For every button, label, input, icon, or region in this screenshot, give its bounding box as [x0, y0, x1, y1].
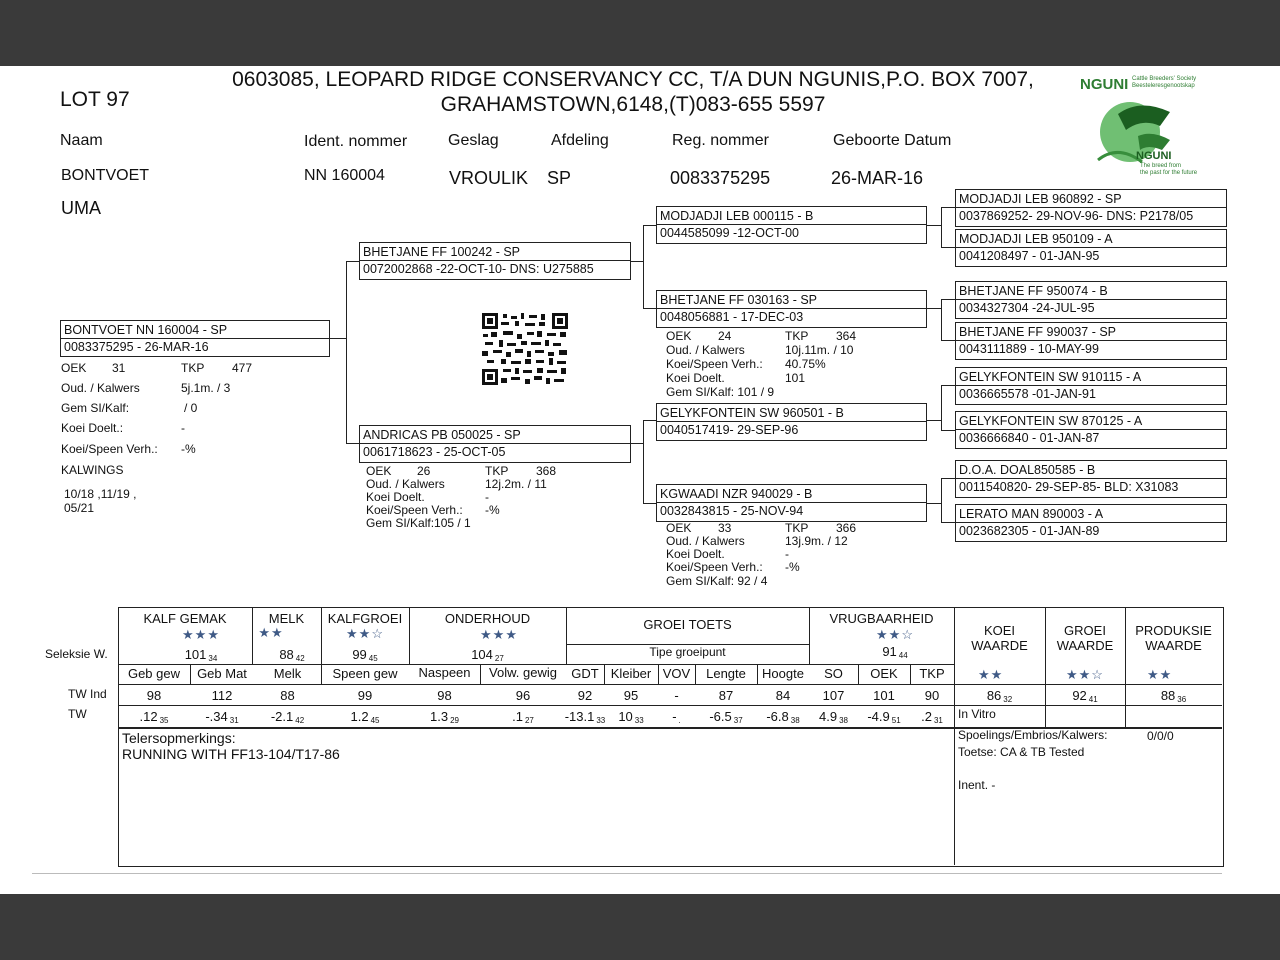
label-ident: Ident. nommer	[304, 133, 408, 150]
stars-melk: ★★	[258, 625, 284, 640]
seleksie-vrugbaarheid: 91 $_{44}$	[882, 644, 908, 660]
twind-melk: 88	[280, 688, 295, 703]
dam-gem: Gem SI/Kalf:105 / 1	[366, 516, 471, 530]
waarde-koei: 86 $_{32}$	[986, 688, 1013, 704]
sd-tkp-label: TKP	[785, 329, 809, 343]
ggp-box-7: D.O.A. DOAL850585 - B 0011540820- 29-SEP-85- BLD: X31083	[955, 460, 1227, 498]
dam-oud: 12j.2m. / 11	[485, 477, 547, 491]
tipe-groeipunt: Tipe groeipunt	[649, 645, 726, 659]
seleksie-melk: 88 $_{42}$	[279, 647, 305, 663]
dam-tkp-label: TKP	[485, 464, 509, 478]
dd-oud: 13j.9m. / 12	[785, 534, 848, 548]
seleksie-kalfgroei: 99 $_{45}$	[352, 647, 378, 663]
hdr-hoogte: Hoogte	[762, 666, 804, 681]
granddam-paternal-box: BHETJANE FF 030163 - SP 0048056881 - 17-DEC-03	[656, 290, 927, 328]
tw-so: 4.9 $_{38}$	[819, 709, 848, 725]
ggp-box-1: MODJADJI LEB 960892 - SP 0037869252- 29-NOV-96- DNS: P2178/05	[955, 189, 1227, 227]
dam-speen: -%	[485, 503, 500, 517]
dd-tkp: 366	[836, 521, 857, 535]
dd-oek: 33	[718, 521, 732, 535]
stars-vrugbaarheid: ★★☆	[876, 627, 914, 642]
seleksie-kalf-gemak: 101 $_{34}$	[184, 647, 218, 663]
dd-speen-label: Koei/Speen Verh.:	[666, 560, 763, 574]
group-groei-toets: GROEI TOETS	[643, 617, 732, 632]
tw-vov: - $_.$	[672, 709, 681, 725]
dam-koei: -	[485, 490, 489, 504]
twind-gdt: 92	[577, 688, 593, 703]
twind-vov: -	[674, 688, 679, 703]
ggp-box-3: BHETJANE FF 950074 - B 0034327304 -24-JUL-95	[955, 281, 1227, 319]
sire-box: BHETJANE FF 100242 - SP 0072002868 -22-OCT-10- DNS: U275885	[359, 242, 631, 280]
dd-speen: -%	[785, 560, 800, 574]
dam-oek: 26	[417, 464, 431, 478]
stars-kalfgroei: ★★☆	[346, 626, 384, 641]
stars-onderhoud: ★★★	[480, 627, 518, 642]
hdr-melk: Melk	[273, 666, 302, 681]
row-label-seleksie: Seleksie W.	[45, 647, 108, 661]
hdr-gdt: GDT	[571, 666, 599, 681]
spoelings-label: Spoelings/Embrios/Kalwers:	[958, 728, 1108, 742]
twind-geb-mat: 112	[211, 688, 233, 703]
dam-box: ANDRICAS PB 050025 - SP 0061718623 - 25-OCT-05	[359, 425, 631, 463]
twind-so: 107	[822, 688, 845, 703]
ggp-box-4: BHETJANE FF 990037 - SP 0043111889 - 10-MAY-99	[955, 322, 1227, 360]
animal-name: BONTVOET	[61, 167, 150, 184]
group-koei-waarde-2: WAARDE	[971, 638, 1028, 653]
subject-speen: -%	[181, 442, 196, 456]
spoelings-value: 0/0/0	[1147, 729, 1174, 743]
group-groei-waarde: GROEI	[1064, 623, 1106, 638]
hdr-so: SO	[824, 666, 843, 681]
group-onderhoud: ONDERHOUD	[444, 611, 531, 626]
tw-geb-mat: -.34 $_{31}$	[205, 709, 239, 725]
animal-geslag: VROULIK	[449, 168, 529, 188]
group-vrugbaarheid: VRUGBAARHEID	[829, 611, 934, 626]
seleksie-onderhoud: 104 $_{27}$	[471, 647, 504, 663]
label-afdeling: Afdeling	[551, 132, 609, 149]
subject-oud: 5j.1m. / 3	[181, 381, 231, 395]
dd-koei-label: Koei Doelt.	[666, 547, 725, 561]
subject-koei-label: Koei Doelt.:	[61, 421, 124, 435]
twind-hoogte: 84	[775, 688, 791, 703]
tw-kleiber: 10 $_{33}$	[618, 709, 644, 725]
tw-melk: -2.1 $_{42}$	[270, 709, 305, 725]
waarde-produksie: 88 $_{36}$	[1160, 688, 1187, 704]
kalwings-label: KALWINGS	[61, 463, 124, 477]
ggp-box-5: GELYKFONTEIN SW 910115 - A 0036665578 -01-JAN-91	[955, 367, 1227, 405]
hdr-tkp: TKP	[919, 666, 945, 681]
group-groei-waarde-2: WAARDE	[1056, 638, 1114, 653]
group-koei-waarde: KOEI	[983, 623, 1016, 638]
hdr-kleiber: Kleiber	[610, 666, 652, 681]
subject-gem-label: Gem SI/Kalf:	[61, 401, 130, 415]
ggp-box-6: GELYKFONTEIN SW 870125 - A 0036666840 - 01-JAN-87	[955, 411, 1227, 449]
hdr-speen-gew: Speen gew	[332, 666, 398, 681]
waarde-groei: 92 $_{41}$	[1072, 688, 1098, 704]
label-naam: Naam	[60, 132, 103, 149]
hdr-geb-gew: Geb gew	[127, 666, 181, 681]
dam-oek-label: OEK	[366, 464, 392, 478]
stars-produksie-waarde: ★★	[1147, 667, 1173, 682]
stars-groei-waarde: ★★☆	[1066, 667, 1104, 682]
sd-oud-label: Oud. / Kalwers	[666, 343, 745, 357]
group-kalf-gemak: KALF GEMAK	[143, 611, 227, 626]
subject-box: BONTVOET NN 160004 - SP 0083375295 - 26-MAR-16	[60, 320, 330, 357]
subject-tkp: 477	[232, 361, 253, 375]
hdr-naspeen: Naspeen	[418, 665, 471, 680]
tw-lengte: -6.5 $_{37}$	[709, 709, 743, 725]
dam-koei-label: Koei Doelt.	[366, 490, 425, 504]
breeder-line-1: 0603085, LEOPARD RIDGE CONSERVANCY CC, T/A DUN NGUNIS,P.O. BOX 7007,	[232, 68, 1034, 91]
tw-volw-gewig: .1 $_{27}$	[512, 709, 534, 725]
tw-geb-gew: .12 $_{35}$	[139, 709, 169, 725]
dam-oud-label: Oud. / Kalwers	[366, 477, 445, 491]
hdr-oek: OEK	[870, 666, 898, 681]
tw-gdt: -13.1 $_{33}$	[564, 709, 606, 725]
dd-oud-label: Oud. / Kalwers	[666, 534, 745, 548]
stars-koei-waarde: ★★	[978, 667, 1004, 682]
row-label-tw-ind: TW Ind	[68, 687, 107, 701]
twind-volw-gewig: 96	[515, 688, 531, 703]
granddam-maternal-box: KGWAADI NZR 940029 - B 0032843815 - 25-NOV-94	[656, 484, 927, 522]
hdr-geb-mat: Geb Mat	[197, 666, 247, 681]
sd-koei-label: Koei Doelt.	[666, 371, 725, 385]
dd-gem: Gem SI/Kalf: 92 / 4	[666, 574, 768, 588]
bottom-letterbox	[0, 894, 1280, 960]
in-vitro-label: In Vitro	[958, 707, 996, 721]
sd-oud: 10j.11m. / 10	[785, 343, 854, 357]
animal-geboorte: 26-MAR-16	[831, 168, 924, 188]
twind-lengte: 87	[718, 688, 734, 703]
grandsire-paternal-box: MODJADJI LEB 000115 - B 0044585099 -12-OCT-00	[656, 206, 927, 244]
ggp-box-8: LERATO MAN 890003 - A 0023682305 - 01-JAN-89	[955, 504, 1227, 542]
sd-koei: 101	[785, 371, 806, 385]
animal-afdeling: SP	[547, 168, 572, 188]
dam-tkp: 368	[536, 464, 557, 478]
hdr-lengte: Lengte	[706, 666, 746, 681]
twind-speen-gew: 99	[357, 688, 373, 703]
twind-oek: 101	[873, 688, 895, 703]
tw-tkp: .2 $_{31}$	[921, 709, 943, 725]
twind-naspeen: 98	[437, 688, 452, 703]
stars-kalf-gemak: ★★★	[182, 627, 220, 642]
animal-reg: 0083375295	[670, 168, 771, 188]
label-geslag: Geslag	[448, 132, 499, 149]
lot-number: LOT 97	[60, 88, 130, 111]
dd-oek-label: OEK	[666, 521, 692, 535]
twind-tkp: 90	[924, 688, 940, 703]
row-label-tw: TW	[68, 707, 87, 721]
dd-koei: -	[785, 547, 789, 561]
sd-gem: Gem SI/Kalf: 101 / 9	[666, 385, 775, 399]
subject-speen-label: Koei/Speen Verh.:	[61, 442, 158, 456]
sd-oek-label: OEK	[666, 329, 692, 343]
tw-oek: -4.9 $_{51}$	[867, 709, 901, 725]
dd-tkp-label: TKP	[785, 521, 809, 535]
kalwings-2: 05/21	[64, 501, 95, 515]
kalwings-1: 10/18 ,11/19 ,	[64, 487, 137, 501]
sd-oek: 24	[718, 329, 732, 343]
label-reg: Reg. nommer	[672, 132, 769, 149]
breeder-line-2: GRAHAMSTOWN,6148,(T)083-655 5597	[440, 93, 826, 116]
subject-gem: / 0	[184, 401, 198, 415]
subject-oud-label: Oud. / Kalwers	[61, 381, 140, 395]
group-kalfgroei: KALFGROEI	[327, 611, 403, 626]
animal-ident: NN 160004	[304, 167, 385, 184]
group-melk: MELK	[268, 611, 305, 626]
group-produksie-waarde: PRODUKSIE	[1135, 623, 1212, 638]
dam-speen-label: Koei/Speen Verh.:	[366, 503, 463, 517]
top-letterbox	[0, 0, 1280, 66]
group-produksie-waarde-2: WAARDE	[1145, 638, 1202, 653]
subject-koei: -	[181, 421, 185, 435]
label-geboorte: Geboorte Datum	[833, 132, 952, 149]
animal-name-2: UMA	[61, 198, 101, 218]
sd-speen-label: Koei/Speen Verh.:	[666, 357, 763, 371]
grandsire-maternal-box: GELYKFONTEIN SW 960501 - B 0040517419- 29-SEP-96	[656, 403, 927, 441]
remarks-text: RUNNING WITH FF13-104/T17-86	[122, 746, 340, 762]
hdr-vov: VOV	[662, 666, 691, 681]
tw-naspeen: 1.3 $_{29}$	[430, 709, 459, 725]
hdr-volw-gewig: Volw. gewig	[489, 665, 557, 680]
toetse: Toetse: CA & TB Tested	[958, 745, 1085, 759]
tw-hoogte: -6.8 $_{38}$	[766, 709, 800, 725]
subject-oek-label: OEK	[61, 361, 87, 375]
subject-tkp-label: TKP	[181, 361, 205, 375]
qr-code	[481, 312, 569, 386]
ggp-box-2: MODJADJI LEB 950109 - A 0041208497 - 01-JAN-95	[955, 229, 1227, 267]
tw-speen-gew: 1.2 $_{45}$	[350, 709, 380, 725]
twind-kleiber: 95	[623, 688, 639, 703]
nguni-logo: NGUNI Cattle Breeders' Society Beesteleresgenootskap NGUNI The breed from the past for the future	[1080, 76, 1198, 176]
remarks-label: Telersopmerkings:	[122, 730, 236, 746]
sd-tkp: 364	[836, 329, 857, 343]
twind-geb-gew: 98	[146, 688, 162, 703]
subject-oek: 31	[112, 361, 126, 375]
sd-speen: 40.75%	[785, 357, 826, 371]
inent: Inent. -	[958, 778, 996, 792]
